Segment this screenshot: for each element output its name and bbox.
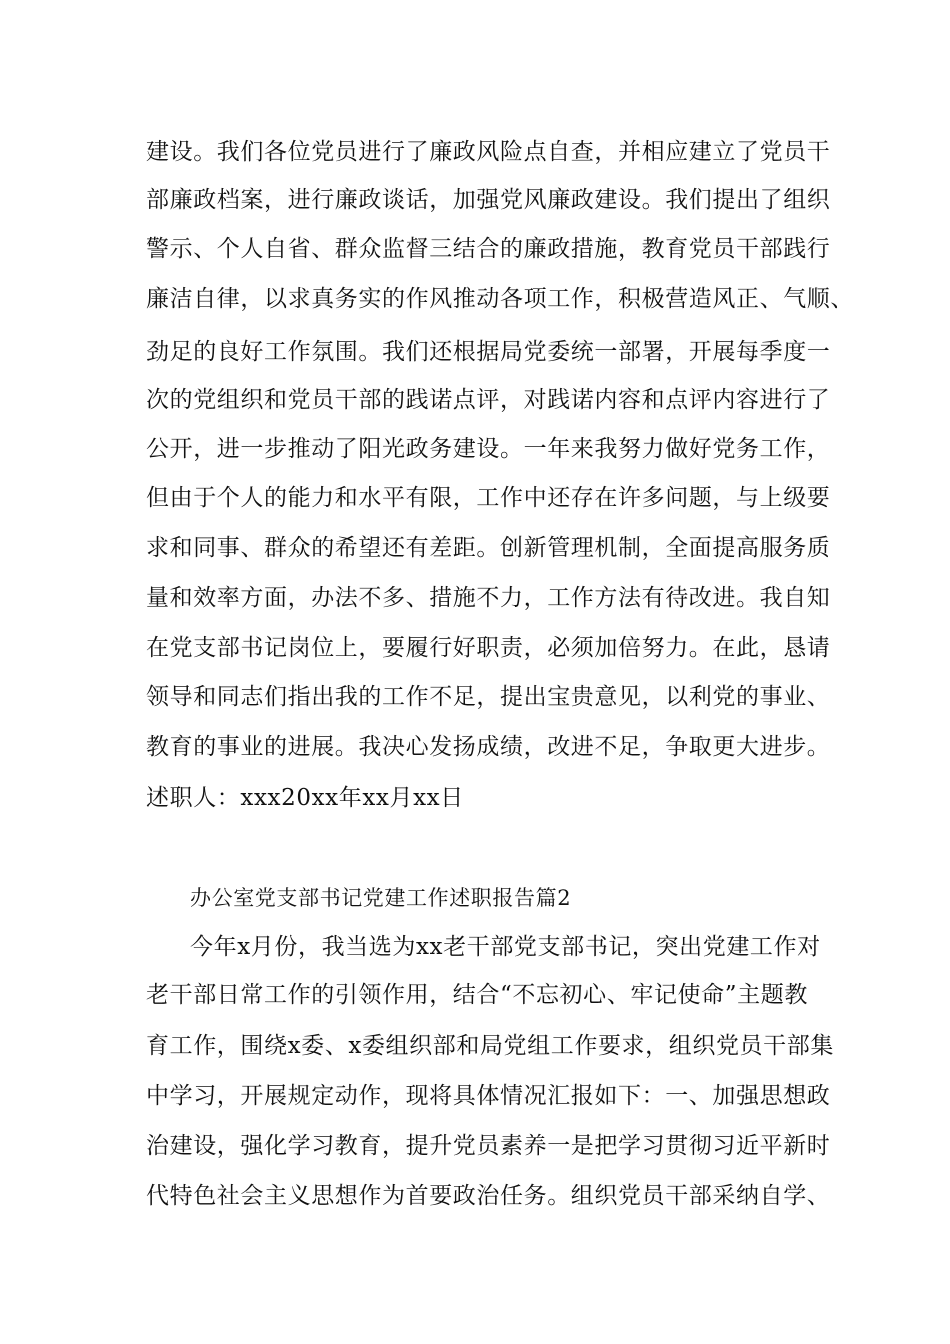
signature-line: 述职人：xxx20xx年xx月xx日 xyxy=(146,785,464,811)
paragraph-line: 领导和同志们指出我的工作不足，提出宝贵意见，以利党的事业、 xyxy=(146,684,831,710)
paragraph-line: 廉洁自律，以求真务实的作风推动各项工作，积极营造风正、气顺、 xyxy=(146,286,854,312)
paragraph-line: 中学习，开展规定动作，现将具体情况汇报如下：一、加强思想政 xyxy=(146,1083,831,1109)
paragraph-line: 建设。我们各位党员进行了廉政风险点自查，并相应建立了党员干 xyxy=(146,139,831,165)
paragraph-line: 在党支部书记岗位上，要履行好职责，必须加倍努力。在此，恳请 xyxy=(146,635,831,661)
paragraph-line: 次的党组织和党员干部的践诺点评，对践诺内容和点评内容进行了 xyxy=(146,387,831,413)
paragraph-line: 治建设，强化学习教育，提升党员素养一是把学习贯彻习近平新时 xyxy=(146,1133,831,1159)
section-heading: 办公室党支部书记党建工作述职报告篇2 xyxy=(190,886,572,910)
paragraph-line: 代特色社会主义思想作为首要政治任务。组织党员干部采纳自学、 xyxy=(146,1183,831,1209)
paragraph-line: 求和同事、群众的希望还有差距。创新管理机制，全面提高服务质 xyxy=(146,535,831,561)
paragraph-line: 部廉政档案，进行廉政谈话，加强党风廉政建设。我们提出了组织 xyxy=(146,187,831,213)
paragraph-line: 老干部日常工作的引领作用，结合“不忘初心、牢记使命”主题教 xyxy=(146,982,808,1008)
paragraph-line: 育工作，围绕x委、x委组织部和局党组工作要求，组织党员干部集 xyxy=(146,1033,834,1059)
paragraph-line: 公开，进一步推动了阳光政务建设。一年来我努力做好党务工作， xyxy=(146,436,831,462)
paragraph-line: 今年x月份，我当选为xx老干部党支部书记，突出党建工作对 xyxy=(190,934,821,960)
paragraph-line: 劲足的良好工作氛围。我们还根据局党委统一部署，开展每季度一 xyxy=(146,339,831,365)
paragraph-line: 警示、个人自省、群众监督三结合的廉政措施，教育党员干部践行 xyxy=(146,236,831,262)
paragraph-line: 但由于个人的能力和水平有限，工作中还存在许多问题，与上级要 xyxy=(146,485,831,511)
paragraph-line: 教育的事业的进展。我决心发扬成绩，改进不足，争取更大进步。 xyxy=(146,734,831,760)
paragraph-line: 量和效率方面，办法不多、措施不力，工作方法有待改进。我自知 xyxy=(146,585,831,611)
